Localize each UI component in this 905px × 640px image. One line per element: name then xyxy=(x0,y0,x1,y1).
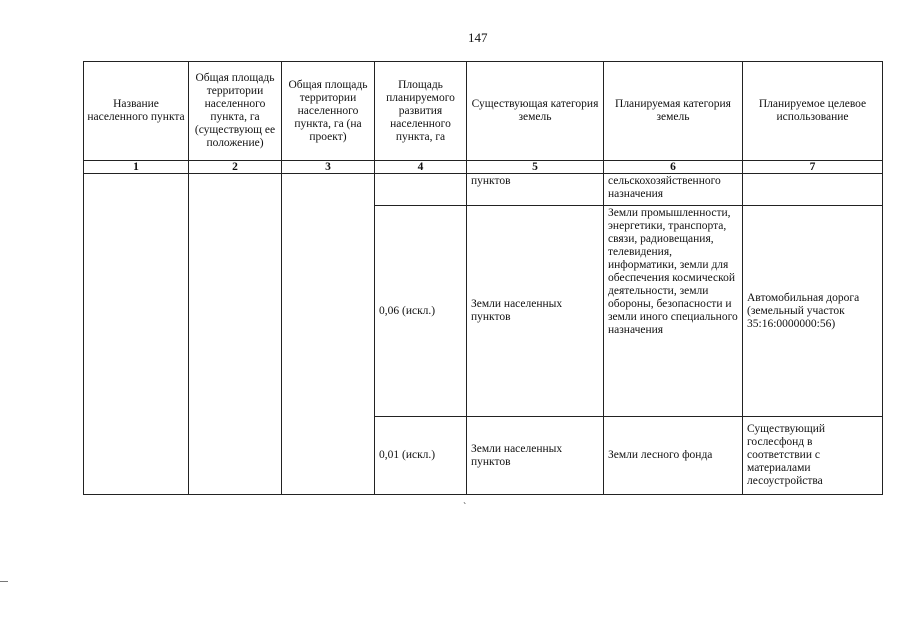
column-number-row xyxy=(84,161,883,174)
development-area-cell xyxy=(375,174,467,206)
header-total-area-project: Общая площадь территории населенного пункта, га (на проект) xyxy=(282,62,375,161)
column-number: 3 xyxy=(282,161,375,174)
header-row xyxy=(84,62,883,161)
header-planned-development-area: Площадь планируемого развития населенного пункта, га xyxy=(375,62,467,161)
development-area-cell: 0,06 (искл.) xyxy=(375,206,467,417)
total-area-project-cell xyxy=(282,174,375,495)
header-planned-use: Планируемое целевое использование xyxy=(743,62,883,161)
existing-category-cell: Земли населенных пунктов xyxy=(467,417,604,495)
planned-category-cell: Земли лесного фонда xyxy=(604,417,743,495)
existing-category-cell: пунктов xyxy=(467,174,604,206)
footer-mark: ` xyxy=(463,502,467,513)
total-area-current-cell xyxy=(189,174,282,495)
land-category-table xyxy=(83,61,883,495)
column-number: 2 xyxy=(189,161,282,174)
settlement-name-cell xyxy=(84,174,189,495)
existing-category-cell: Земли населенных пунктов xyxy=(467,206,604,417)
header-existing-land-category: Существующая категория земель xyxy=(467,62,604,161)
planned-use-cell xyxy=(743,174,883,206)
planned-use-cell: Существующий гослесфонд в соответствии с материалами лесоустройства xyxy=(743,417,883,495)
margin-mark xyxy=(0,581,8,582)
planned-category-cell: сельскохозяйственного назначения xyxy=(604,174,743,206)
header-total-area-current: Общая площадь территории населенного пункта, га (существующ ее положение) xyxy=(189,62,282,161)
planned-use-cell: Автомобильная дорога (земельный участок 35:16:0000000:56) xyxy=(743,206,883,417)
column-number: 5 xyxy=(467,161,604,174)
header-planned-land-category: Планируемая категория земель xyxy=(604,62,743,161)
page-number: 147 xyxy=(468,30,488,45)
header-settlement-name: Название населенного пункта xyxy=(84,62,189,161)
column-number: 6 xyxy=(604,161,743,174)
table-row xyxy=(84,174,883,206)
development-area-cell: 0,01 (искл.) xyxy=(375,417,467,495)
column-number: 7 xyxy=(743,161,883,174)
column-number: 1 xyxy=(84,161,189,174)
planned-category-cell: Земли промышленности, энергетики, транспорта, связи, радиовещания, телевидения, информатики, земли для обеспечения космической деятельности, земли обороны, безопасности и земли иного специального назначения xyxy=(604,206,743,417)
column-number: 4 xyxy=(375,161,467,174)
